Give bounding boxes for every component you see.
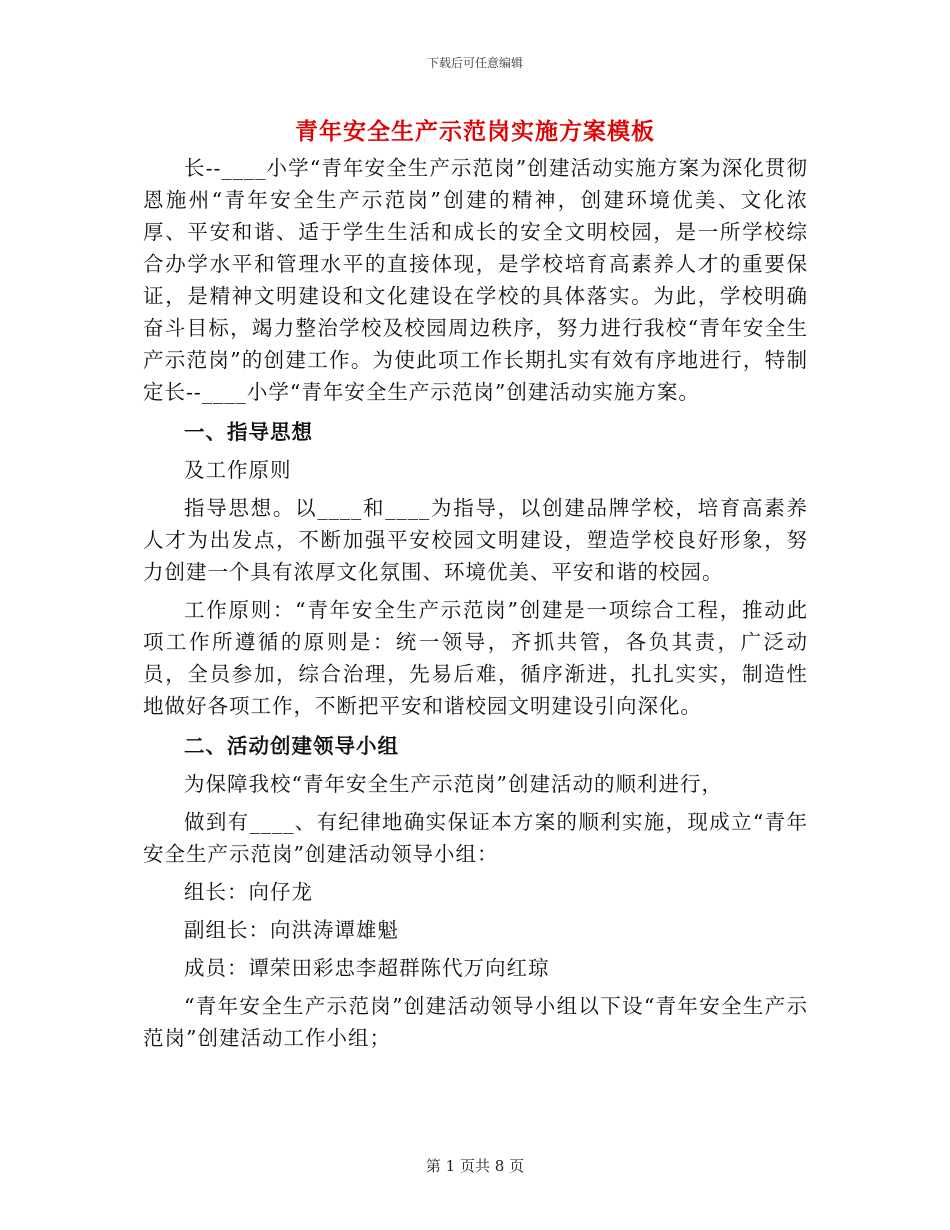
paragraph-work-principles: 工作原则：“青年安全生产示范岗”创建是一项综合工程，推动此项工作所遵循的原则是：统一领导，齐抓共管，各负其责，广泛动员，全员参加，综合治理，先易后难，循序渐进，扎扎实实，制造性地做好各项工作，不断把平安和谐校园文明建设引向深化。 (143, 598, 808, 718)
document-body (143, 152, 808, 1054)
section-heading-leadership-group: 二、活动创建领导小组 (184, 734, 399, 758)
paragraph-leadership-intro: 为保障我校“青年安全生产示范岗”创建活动的顺利进行， (184, 772, 723, 796)
paragraph-guiding-ideology: 指导思想。以____和____为指导，以创建品牌学校，培育高素养人才为出发点，不断加强平安校园文明建设，塑造学校良好形象，努力创建一个具有浓厚文化氛围、环境优美、平安和谐的校园。 (143, 496, 808, 584)
paragraph-working-group: “青年安全生产示范岗”创建活动领导小组以下设“青年安全生产示范岗”创建活动工作小组； (143, 994, 808, 1050)
members-line: 成员：谭荣田彩忠李超群陈代万向红琼 (184, 956, 550, 980)
page-indicator: 第 1 页共 8 页 (425, 1157, 525, 1175)
document-title: 青年安全生产示范岗实施方案模板 (295, 118, 655, 145)
paragraph-leadership-establish: 做到有____、有纪律地确实保证本方案的顺利实施，现成立“青年安全生产示范岗”创建活动领导小组： (143, 810, 808, 866)
section-heading-guiding-ideology: 一、指导思想 (184, 420, 313, 444)
header-note: 下载后可任意编辑 (426, 56, 523, 70)
deputy-leader-line: 副组长：向洪涛谭雄魁 (184, 918, 399, 942)
section-subheading-principles: 及工作原则 (184, 458, 292, 482)
group-leader-line: 组长：向仔龙 (184, 880, 313, 904)
intro-paragraph: 长--____小学“青年安全生产示范岗”创建活动实施方案为深化贯彻恩施州“青年安全生产示范岗”创建的精神，创建环境优美、文化浓厚、平安和谐、适于学生生活和成长的安全文明校园，是一所学校综合办学水平和管理水平的直接体现，是学校培育高素养人才的重要保证，是精神文明建设和文化建设在学校的具体落实。为此，学校明确奋斗目标，竭力整治学校及校园周边秩序，努力进行我校“青年安全生产示范岗”的创建工作。为使此项工作长期扎实有效有序地进行，特制定长--____小学“青年安全生产示范岗”创建活动实施方案。 (143, 156, 808, 404)
